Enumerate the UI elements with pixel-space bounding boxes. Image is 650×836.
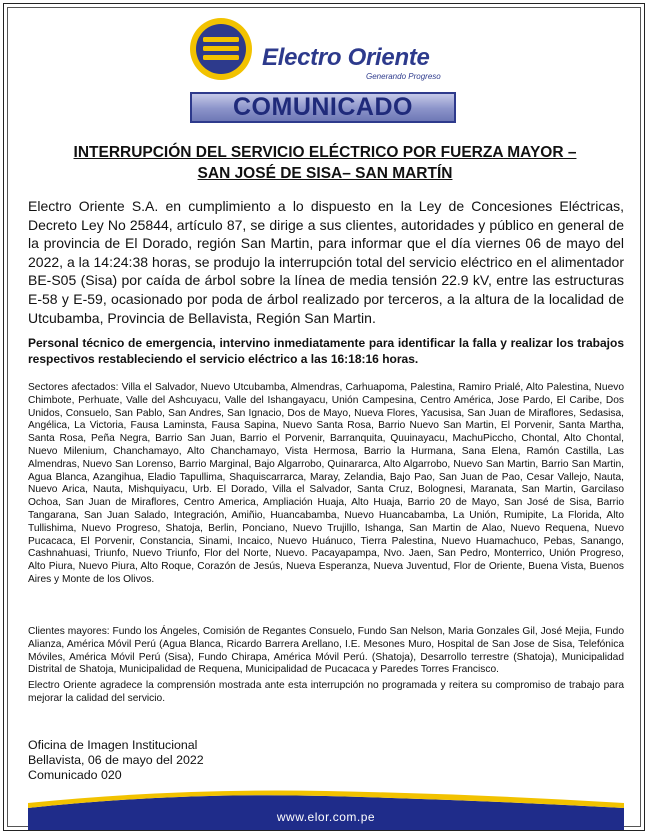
website-link[interactable]: www.elor.com.pe <box>276 810 376 824</box>
affected-sectors-paragraph: Sectores afectados: Villa el Salvador, Nuevo Utcubamba, Almendras, Carhuapoma, Palestina, Ramiro Prialé, Alto Palestina, Nuevo Chimbote, Perhuate, Valle del Ashcuyacu, Valle del Ishangayacu, Unión Campesina, Centro América, Jose Pardo, El Caribe, Dos Unidos, Consuelo, San Pablo, San Andres, San Ignacio, Dos de Mayo, Nueva Flores, Yacusisa, San Juan de Miraflores, Sedasisa, Angélica, La Victoria, Fausa Laminsta, Fausa Sapina, Nuevo Santa Rosa, Barrio Nuevo San Martin, El Porvenir, Santa Martha, Santa Rosa, Peña Negra, Barrio San Juan, Barrio el Porvenir, Barranquita, Quuinayacu, MachuPiccho, Chontal, Alto Chontal, Nuevo Milenium, Chanchamayo, Alto Chanchamayo, Vista Hermosa, Barrio la Hurmana, Sana Elena, Ramón Castilla, Las Almendras, Nuevo San Lorenso, Barrio Marginal, Bajo Algarrobo, Quinararca, Alto Algarrobo, Nuevo San Martin, Barrio San Martin, Agua Blanca, Azangihua, Eladio Tapullima, Shaquiscarrarca, Maray, Zelandia, Bajo Pao, San Juan de Pao, Cesar Vallejo, Nauta, Nuevo Arica, Nauta, Mishquiyacu, Urb. El Dorado, Villa el Salvador, Santa Cruz, Bolognesi, Maranata, San Martin, Garcilaso Ochoa, San Juan de Miraflores, Centro America, Ampliación Huaja, Alto Huaja, Barrio 20 de Mayo, San José de Sisa, Barrio Tangarana, San Juan Salado, Integración, Amiñio, Huancabamba, Nuevo Huancabamba, La Unión, Rumipite, La Florida, Alto Tullishima, Nuevo Progreso, Shatoja, Berlin, Ponciano, Nuevo Trujillo, Ishanga, San Martin de Alao, Nuevo Requena, Nuevo Pucacaca, El Porvenir, Constancia, Sinami, Incaico, Nuevo Huánuco, Tierra Palestina, Nuevo Huamachuco, Pebas, Sanango, Cashnahuasi, Triunfo, Nuevo Triunfo, Flor del Norte, Nuevo. Pacayapampa, Nvo. Jaen, San Pedro, Monterrico, Unión Progreso, Alto Piura, Nuevo Piura, Alto Roque, Corazón de Jesús, Nueva Esperanza, Nueva Juventud, Flor de Oriente, Buena Vista, Buenos Aires y Monte de los Olivos. <box>28 382 624 585</box>
signature-place-date: Bellavista, 06 de mayo del 2022 <box>28 753 204 767</box>
main-paragraph: Electro Oriente S.A. en cumplimiento a lo dispuesto en la Ley de Concesiones Eléctricas, Decreto Ley No 25844, artículo 87, se dirige a sus clientes, autoridades y público en general de la provincia de El Dorado, región San Martin, para informar que el día viernes 06 de mayo del 2022, a la 14:24:38 horas, se produjo la interrupción total del servicio eléctrico en el alimentador BE-S05 (Sisa) por caída de árbol sobre la línea de media tensión 22.9 kV, entre las estructuras E-58 y E-59, ocasionado por poda de árbol realizado por terceros, a la altura de la localidad de Utcubamba, Provincia de Bellavista, Región San Martin. <box>28 198 624 326</box>
signature-number: Comunicado 020 <box>28 768 122 782</box>
electro-oriente-logo-icon <box>188 16 254 82</box>
thanks-paragraph: Electro Oriente agradece la comprensión mostrada ante esta interrupción no programada y reitera su compromiso de trabajo para mejorar la calidad del servicio. <box>28 680 624 704</box>
notice-title-line-1: INTERRUPCIÓN DEL SERVICIO ELÉCTRICO POR FUERZA MAYOR – <box>73 144 577 161</box>
comunicado-banner <box>190 92 456 123</box>
signature-office: Oficina de Imagen Institucional <box>28 738 198 752</box>
notice-title-line-2: SAN JOSÉ DE SISA– SAN MARTÍN <box>197 165 453 182</box>
brand-name: Electro Oriente <box>262 44 430 71</box>
banner-label: COMUNICADO <box>233 93 413 121</box>
footer-banner <box>28 790 624 830</box>
brand-tagline: Generando Progreso <box>366 72 441 81</box>
major-clients-paragraph: Clientes mayores: Fundo los Ángeles, Comisión de Regantes Consuelo, Fundo San Nelson, Maria Gonzales Gil, José Mejia, Fundo Alianza, América Móvil Perú (Agua Blanca, Ricardo Barrera Arellano, I.E. Mesones Muro, Hospital de San Jose de Sisa, Telefónica Móviles, América Móvil Perú (Sisa), Fundo Chirapa, América Móvil Perú. (Shatoja), Desarrollo terrestre (Shatoja), Municipalidad Distrital de Shatoja, Municipalidad de Requena, Municipalidad de Pucacaca y Paredes Torres Francisco. <box>28 626 624 676</box>
brand-header <box>0 14 650 86</box>
emergency-paragraph: Personal técnico de emergencia, intervino inmediatamente para identificar la falla y realizar los trabajos respectivos restableciendo el servicio eléctrico a las 16:18:16 horas. <box>28 336 624 366</box>
signature-block <box>28 738 204 783</box>
